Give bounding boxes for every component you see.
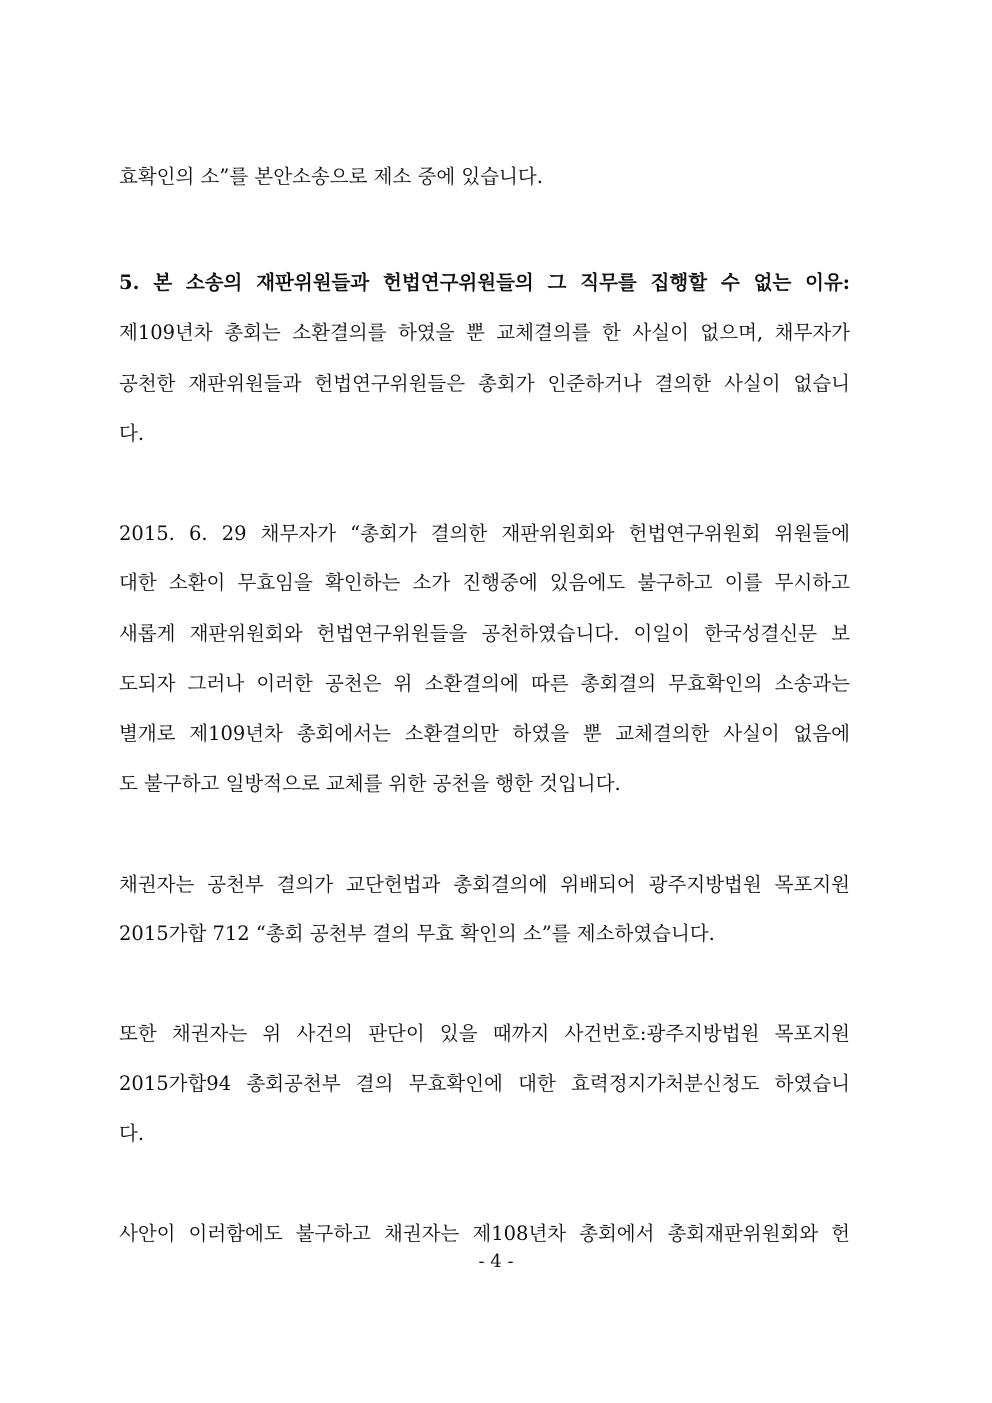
text-line-10: 별개로 제109년차 총회에서는 소환결의만 하였을 뿐 교체결의한 사실이 없음에 <box>119 722 850 745</box>
section-heading: 5. 본 소송의 재판위원들과 헌법연구위원들의 그 직무를 집행할 수 없는 이유: <box>119 271 850 294</box>
text-line-5: 다. <box>119 422 145 445</box>
text-line-8: 새롭게 재판위원회와 헌법연구위원들을 공천하였습니다. 이일이 한국성결신문 보 <box>119 622 850 645</box>
text-line-11: 도 불구하고 일방적으로 교체를 위한 공천을 행한 것입니다. <box>119 772 621 795</box>
text-line-13: 2015가합 712 “총회 공천부 결의 무효 확인의 소”를 제소하였습니다. <box>119 922 715 945</box>
text-line-15: 2015가합94 총회공천부 결의 무효확인에 대한 효력정지가처분신청도 하였습니 <box>119 1072 850 1095</box>
text-line-14: 또한 채권자는 위 사건의 판단이 있을 때까지 사건번호:광주지방법원 목포지원 <box>119 1022 850 1045</box>
text-line-9: 도되자 그러나 이러한 공천은 위 소환결의에 따른 총회결의 무효확인의 소송과는 <box>119 672 850 695</box>
text-line-4: 공천한 재판위원들과 헌법연구위원들은 총회가 인준하거나 결의한 사실이 없습니 <box>119 372 850 395</box>
text-line-1: 효확인의 소”를 본안소송으로 제소 중에 있습니다. <box>119 165 543 188</box>
text-line-17: 사안이 이러함에도 불구하고 채권자는 제108년차 총회에서 총회재판위원회와 헌 <box>119 1222 850 1245</box>
text-line-12: 채권자는 공천부 결의가 교단헌법과 총회결의에 위배되어 광주지방법원 목포지원 <box>119 873 850 896</box>
text-line-7: 대한 소환이 무효임을 확인하는 소가 진행중에 있음에도 불구하고 이를 무시하고 <box>119 571 850 594</box>
text-line-16: 다. <box>119 1122 145 1145</box>
text-line-3: 제109년차 총회는 소환결의를 하였을 뿐 교체결의를 한 사실이 없으며, 채무자가 <box>119 321 850 344</box>
text-line-6: 2015. 6. 29 채무자가 “총회가 결의한 재판위원회와 헌법연구위원회 위원들에 <box>119 522 850 545</box>
page-number: - 4 - <box>478 1251 514 1272</box>
